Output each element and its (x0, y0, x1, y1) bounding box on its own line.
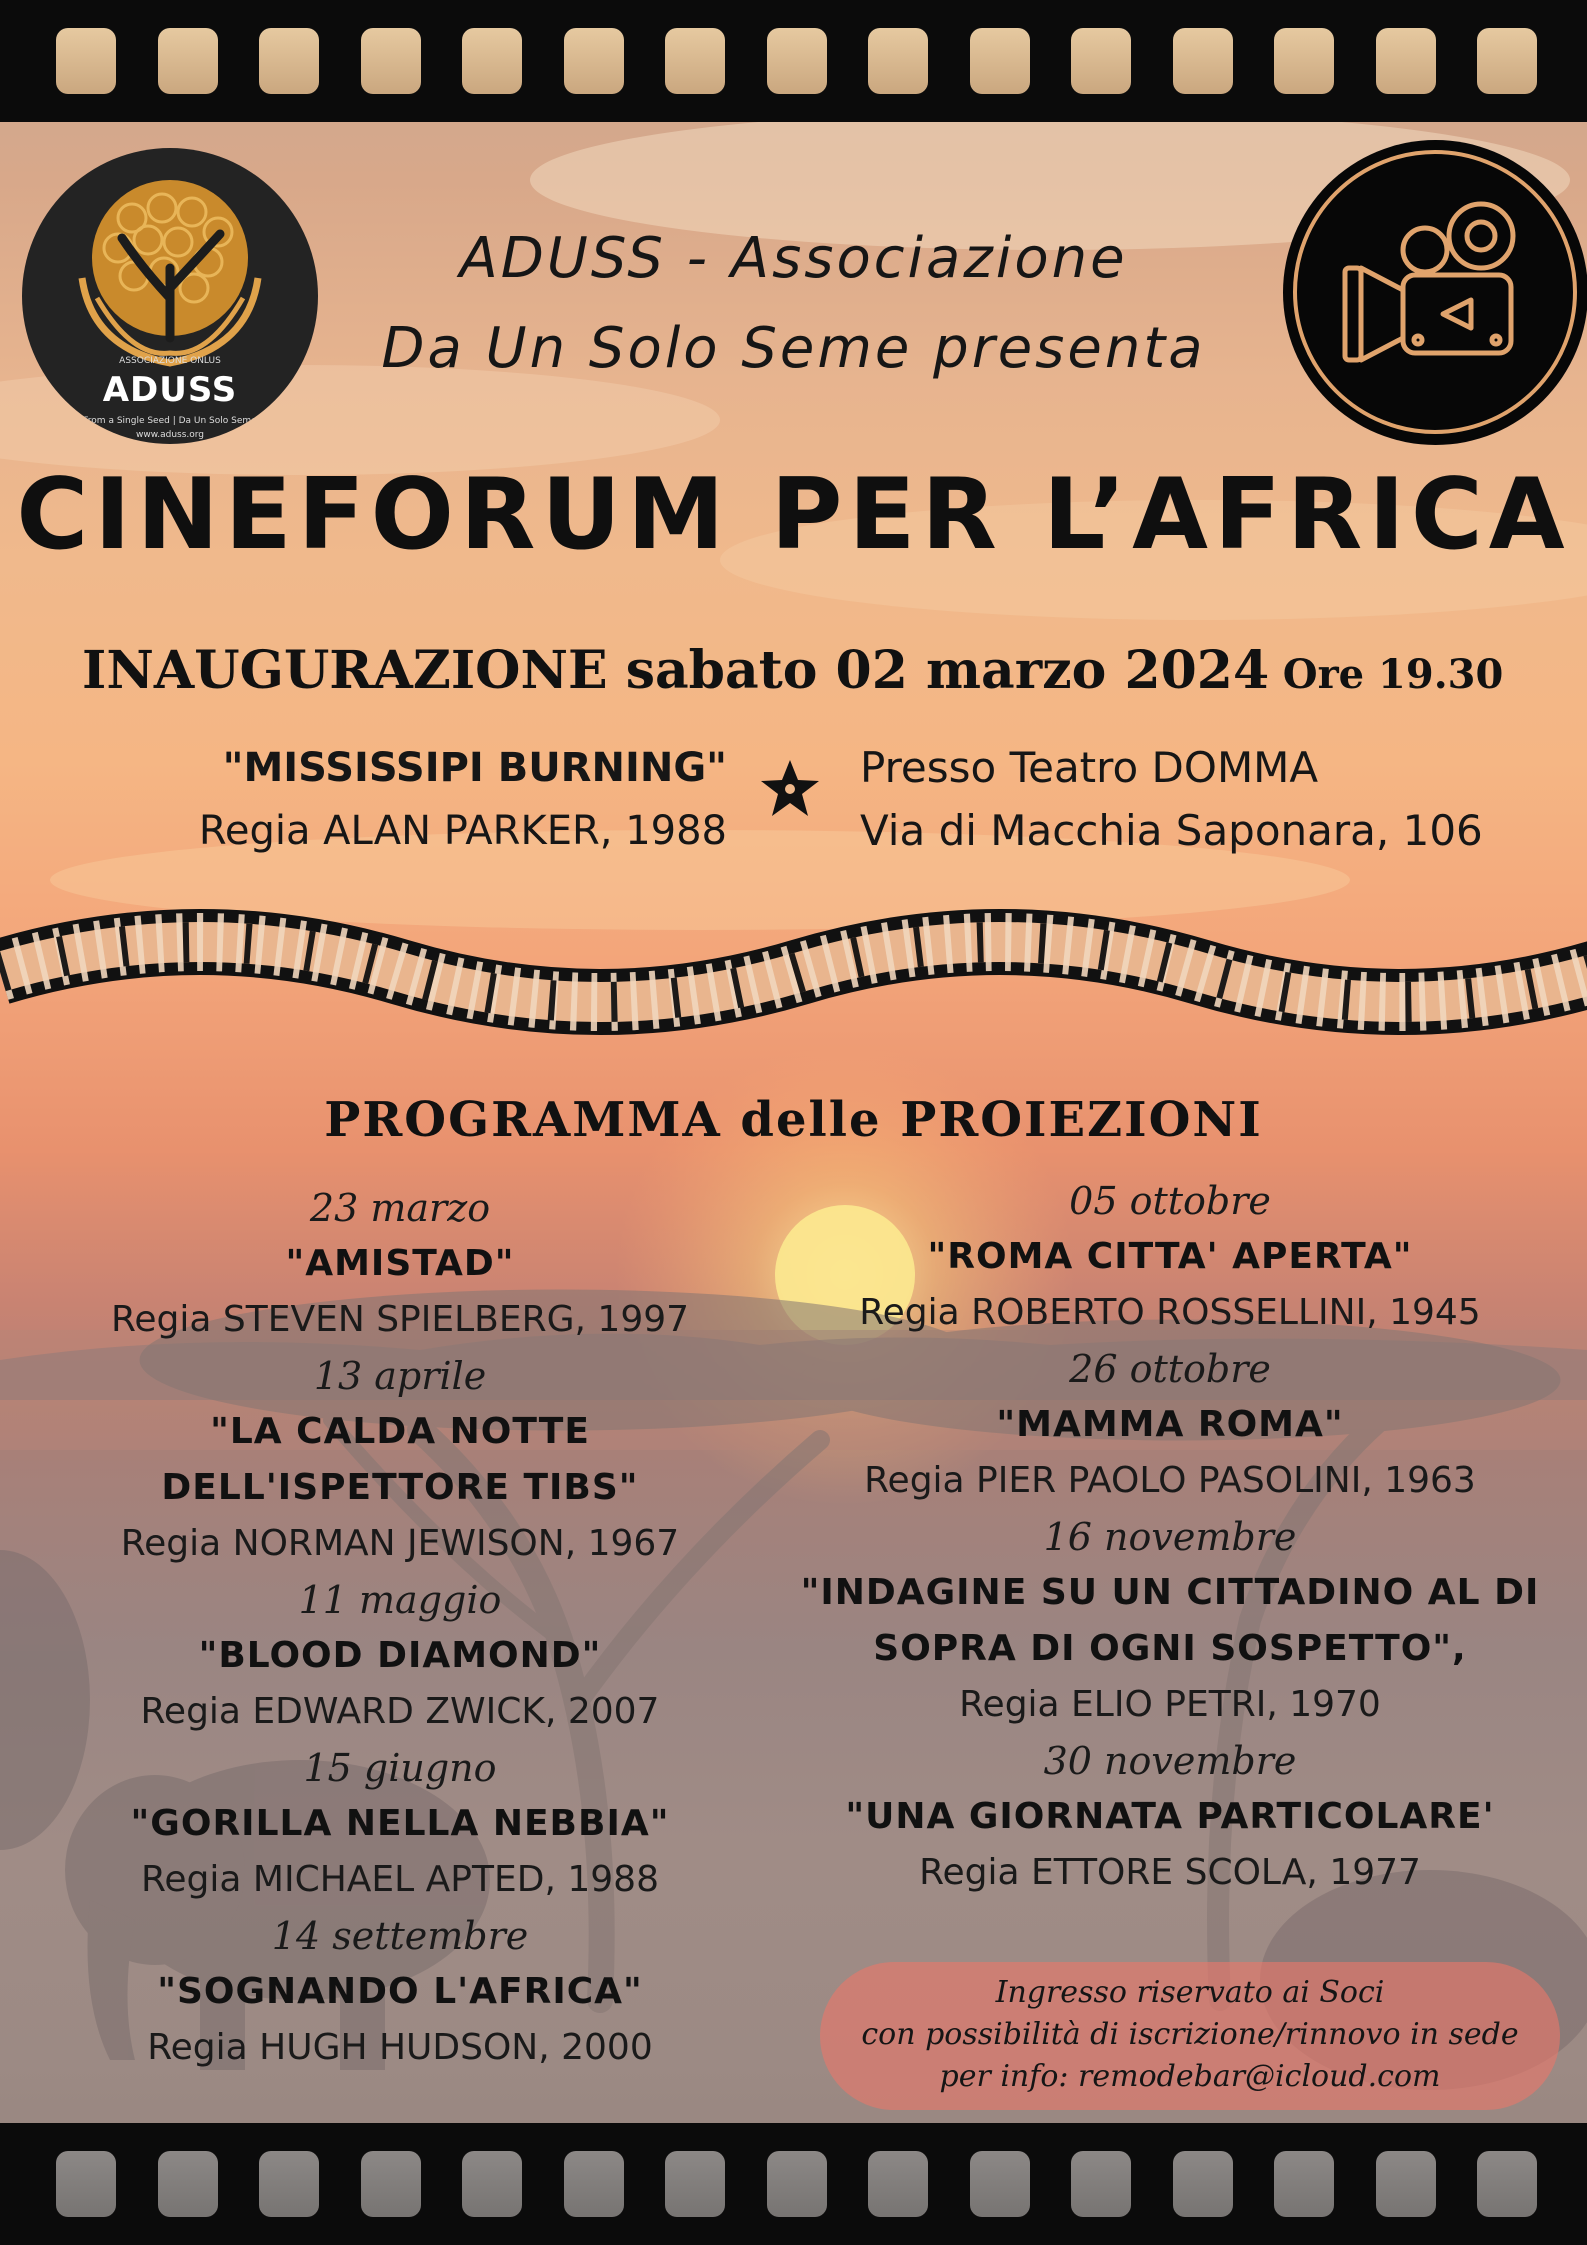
star-icon (760, 758, 820, 820)
logo-tagline: From a Single Seed | Da Un Solo Seme (83, 416, 257, 426)
screening-date: 15 giugno (303, 1746, 497, 1790)
info-bubble (820, 1962, 1560, 2110)
sprocket-hole (462, 2151, 522, 2217)
venue-line-2: Via di Macchia Saponara, 106 (860, 806, 1483, 855)
inauguration-film-title: "MISSISSIPI BURNING" (222, 745, 727, 791)
screening-date: 23 marzo (309, 1186, 491, 1230)
screening-title: "MAMMA ROMA" (996, 1404, 1344, 1445)
sprocket-hole (56, 2151, 116, 2217)
screening-director: Regia ETTORE SCOLA, 1977 (919, 1852, 1421, 1893)
screening-item (780, 1509, 1560, 1733)
sprocket-hole (868, 28, 928, 94)
sprocket-hole (665, 2151, 725, 2217)
screening-item (780, 1733, 1560, 1901)
sprocket-hole (361, 28, 421, 94)
screening-date: 26 ottobre (1069, 1347, 1271, 1391)
sprocket-hole (970, 28, 1030, 94)
sprocket-hole (868, 2151, 928, 2217)
logo-small-text: ASSOCIAZIONE ONLUS (119, 356, 221, 366)
screening-title: "UNA GIORNATA PARTICOLARE' (845, 1796, 1495, 1837)
presenter-line-2: Da Un Solo Seme presenta (381, 316, 1206, 381)
screening-date: 13 aprile (313, 1354, 487, 1398)
sprocket-hole (1274, 2151, 1334, 2217)
sprocket-hole (1376, 28, 1436, 94)
screening-director: Regia EDWARD ZWICK, 2007 (140, 1691, 660, 1732)
screening-date: 16 novembre (1043, 1515, 1297, 1559)
inauguration-time: Ore 19.30 (1282, 651, 1504, 698)
screening-title: "BLOOD DIAMOND" (198, 1635, 602, 1676)
bottom-film-strip (0, 2123, 1587, 2245)
sprocket-hole (259, 28, 319, 94)
screening-title: "AMISTAD" (285, 1243, 515, 1284)
logo-brand: ADUSS (102, 370, 238, 410)
sprocket-hole (1071, 2151, 1131, 2217)
sprocket-hole (564, 28, 624, 94)
screening-item (50, 1740, 750, 1908)
screening-item (50, 1908, 750, 2076)
sprocket-hole (1173, 28, 1233, 94)
screening-director: Regia PIER PAOLO PASOLINI, 1963 (864, 1460, 1476, 1501)
screening-title: "LA CALDA NOTTE (210, 1411, 590, 1452)
sprocket-hole (259, 2151, 319, 2217)
screening-title: "SOGNANDO L'AFRICA" (157, 1971, 643, 2012)
sprocket-hole (1173, 2151, 1233, 2217)
page-title: CINEFORUM PER L’AFRICA (16, 458, 1571, 572)
screening-director: Regia STEVEN SPIELBERG, 1997 (110, 1299, 690, 1340)
screening-date: 30 novembre (1043, 1739, 1297, 1783)
screening-date: 11 maggio (298, 1578, 502, 1622)
logo-website: www.aduss.org (135, 430, 205, 440)
sprocket-hole (1071, 28, 1131, 94)
sprocket-hole (158, 2151, 218, 2217)
program-right-column (780, 1173, 1560, 1901)
venue-line-1: Presso Teatro DOMMA (860, 743, 1319, 792)
sprocket-hole (158, 28, 218, 94)
screening-title: "GORILLA NELLA NEBBIA" (130, 1803, 670, 1844)
sprocket-hole (462, 28, 522, 94)
sprocket-hole (767, 28, 827, 94)
screening-item (780, 1173, 1560, 1341)
info-line-2: con possibilità di iscrizione/rinnovo in sede (861, 2017, 1519, 2052)
screening-item (50, 1180, 750, 1348)
screening-title: "INDAGINE SU UN CITTADINO AL DI (800, 1572, 1540, 1613)
sprocket-hole (970, 2151, 1030, 2217)
wavy-film-strip (0, 942, 1587, 1002)
screening-date: 05 ottobre (1069, 1179, 1271, 1223)
sprocket-hole (665, 28, 725, 94)
top-film-strip (0, 0, 1587, 122)
screening-director: Regia ELIO PETRI, 1970 (959, 1684, 1381, 1725)
sprocket-hole (1274, 28, 1334, 94)
program-left-column (50, 1180, 750, 2076)
screening-title: DELL'ISPETTORE TIBS" (161, 1467, 639, 1508)
sprocket-hole (1376, 2151, 1436, 2217)
sprocket-hole (564, 2151, 624, 2217)
program-title: PROGRAMMA delle PROIEZIONI (324, 1092, 1263, 1148)
screening-title: "ROMA CITTA' APERTA" (927, 1236, 1413, 1277)
sprocket-hole (1477, 2151, 1537, 2217)
sprocket-hole (1477, 28, 1537, 94)
presenter-line-1: ADUSS - Associazione (459, 226, 1128, 291)
screening-director: Regia MICHAEL APTED, 1988 (141, 1859, 659, 1900)
screening-director: Regia NORMAN JEWISON, 1967 (120, 1523, 680, 1564)
sprocket-hole (56, 28, 116, 94)
info-line-3: per info: remodebar@icloud.com (939, 2059, 1441, 2094)
sprocket-hole (361, 2151, 421, 2217)
sprocket-hole (767, 2151, 827, 2217)
info-line-1: Ingresso riservato ai Soci (995, 1975, 1385, 2010)
inauguration-label: INAUGURAZIONE sabato 02 marzo 2024 (82, 640, 1270, 701)
screening-director: Regia HUGH HUDSON, 2000 (147, 2027, 653, 2068)
screening-title: SOPRA DI OGNI SOSPETTO", (873, 1628, 1467, 1669)
screening-item (50, 1348, 750, 1572)
inauguration-line (82, 640, 1503, 701)
screening-director: Regia ROBERTO ROSSELLINI, 1945 (859, 1292, 1481, 1333)
inauguration-film-director: Regia ALAN PARKER, 1988 (198, 808, 727, 854)
screening-item (780, 1341, 1560, 1509)
screening-date: 14 settembre (271, 1914, 529, 1958)
screening-item (50, 1572, 750, 1740)
